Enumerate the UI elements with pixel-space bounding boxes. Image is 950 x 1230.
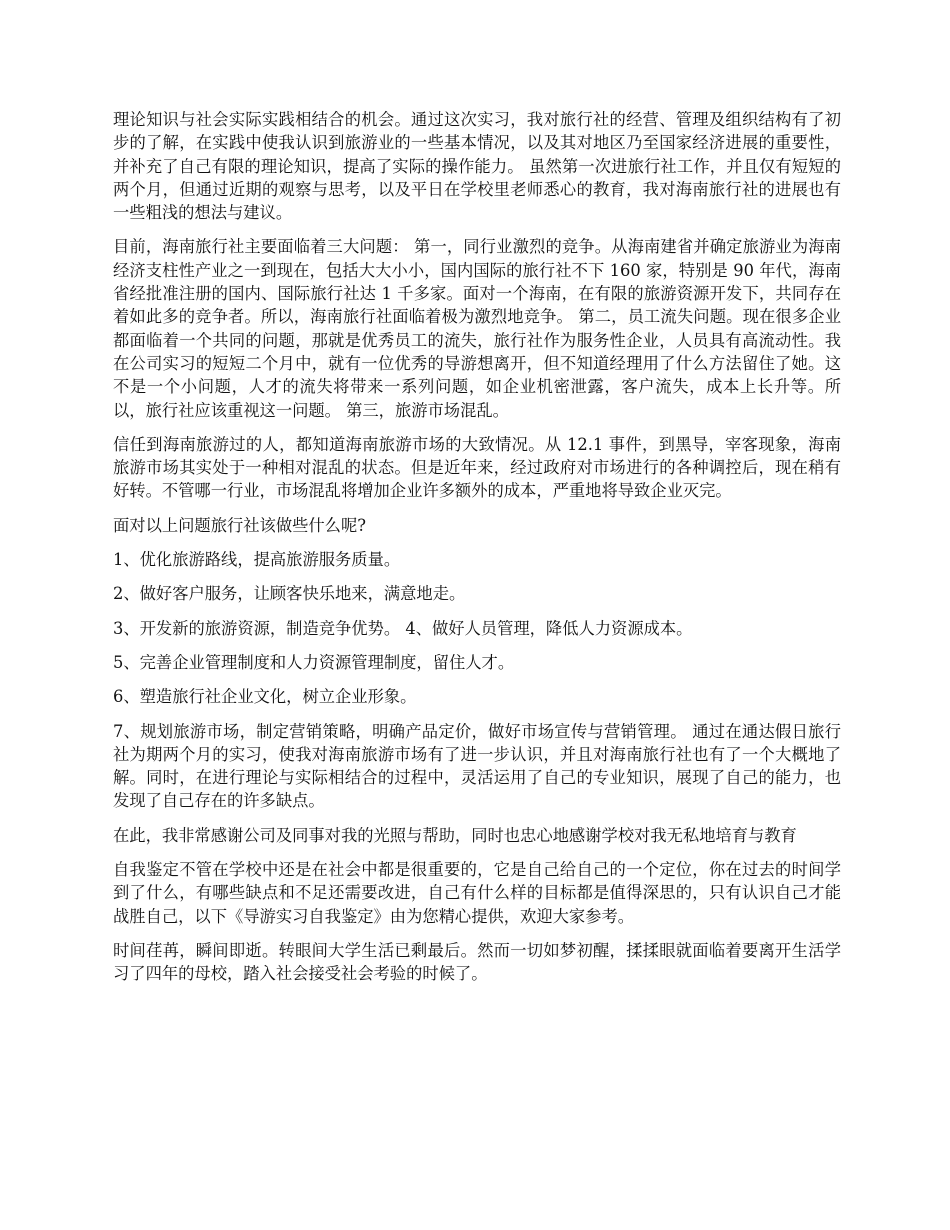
list-item-2: 2、做好客户服务，让顾客快乐地来，满意地走。 <box>113 584 466 604</box>
list-item-3-4: 3、开发新的旅游资源，制造竞争优势。 4、做好人员管理，降低人力资源成本。 <box>113 618 693 638</box>
paragraph-market-chaos: 信任到海南旅游过的人，都知道海南旅游市场的大致情况。从 12.1 事件，到黑导，宰客现象，海南旅游市场其实处于一种相对混乱的状态。但是近年来，经过政府对市场进行的各种调控后，现在稍有好转。不管哪一行业，市场混乱将增加企业许多额外的成本，严重地将导致企业灭完。 <box>113 434 841 501</box>
paragraph-question: 面对以上问题旅行社该做些什么呢? <box>113 515 366 535</box>
paragraph-thanks: 在此，我非常感谢公司及同事对我的光照与帮助，同时也忠心地感谢学校对我无私地培育与教育 <box>113 825 797 845</box>
paragraph-intro: 理论知识与社会实际实践相结合的机会。通过这次实习，我对旅行社的经营、管理及组织结构有了初步的了解，在实践中使我认识到旅游业的一些基本情况，以及其对地区乃至国家经济进展的重要性，并补充了自己有限的理论知识，提高了实际的操作能力。 虽然第一次进旅行社工作，并且仅有短短的两个月，但通过近期的观察与思考，以及平日在学校里老师悉心的教育，我对海南旅行社的进展也有一些粗浅的想法与建议。 <box>113 110 841 223</box>
paragraph-self-assessment: 自我鉴定不管在学校中还是在社会中都是很重要的，它是自己给自己的一个定位，你在过去的时间学到了什么，有哪些缺点和不足还需要改进，自己有什么样的目标都是值得深思的，只有认识自己才能战胜自己，以下《导游实习自我鉴定》由为您精心提供，欢迎大家参考。 <box>113 860 841 926</box>
document-body <box>113 108 841 997</box>
paragraph-time: 时间荏苒，瞬间即逝。转眼间大学生活已剩最后。然而一切如梦初醒，揉揉眼就面临着要离开生活学习了四年的母校，踏入社会接受社会考验的时候了。 <box>113 940 841 984</box>
list-item-5: 5、完善企业管理制度和人力资源管理制度，留住人才。 <box>113 652 515 672</box>
list-item-1: 1、优化旅游路线，提高旅游服务质量。 <box>113 550 401 570</box>
list-item-7: 7、规划旅游市场，制定营销策略，明确产品定价，做好市场宣传与营销管理。 通过在通达假日旅行社为期两个月的实习，使我对海南旅游市场有了进一步认识，并且对海南旅行社也有了一个大概地了解。同时，在进行理论与实际相结合的过程中，灵活运用了自己的专业知识，展现了自己的能力，也发现了自己存在的许多缺点。 <box>113 721 841 811</box>
list-item-6: 6、塑造旅行社企业文化，树立企业形象。 <box>113 687 417 707</box>
paragraph-three-problems: 目前，海南旅行社主要面临着三大问题： 第一，同行业激烈的竞争。从海南建省并确定旅游业为海南经济支柱性产业之一到现在，包括大大小小，国内国际的旅行社不下 160 家，特别是 90 年代，海南省经批准注册的国内、国际旅行社达 1 千多家。面对一个海南，在有限的旅游资源开发下，共同存在着如此多的竞争者。所以，海南旅行社面临着极为激烈地竞争。 第二，员工流失问题。现在很多企业都面临着一个共同的问题，那就是优秀员工的流失，旅行社作为服务性企业，人员具有高流动性。我在公司实习的短短二个月中，就有一位优秀的导游想离开，但不知道经理用了什么方法留住了她。这不是一个小问题，人才的流失将带来一系列问题，如企业机密泄露，客户流失，成本上长升等。所以，旅行社应该重视这一问题。 第三，旅游市场混乱。 <box>113 237 841 420</box>
